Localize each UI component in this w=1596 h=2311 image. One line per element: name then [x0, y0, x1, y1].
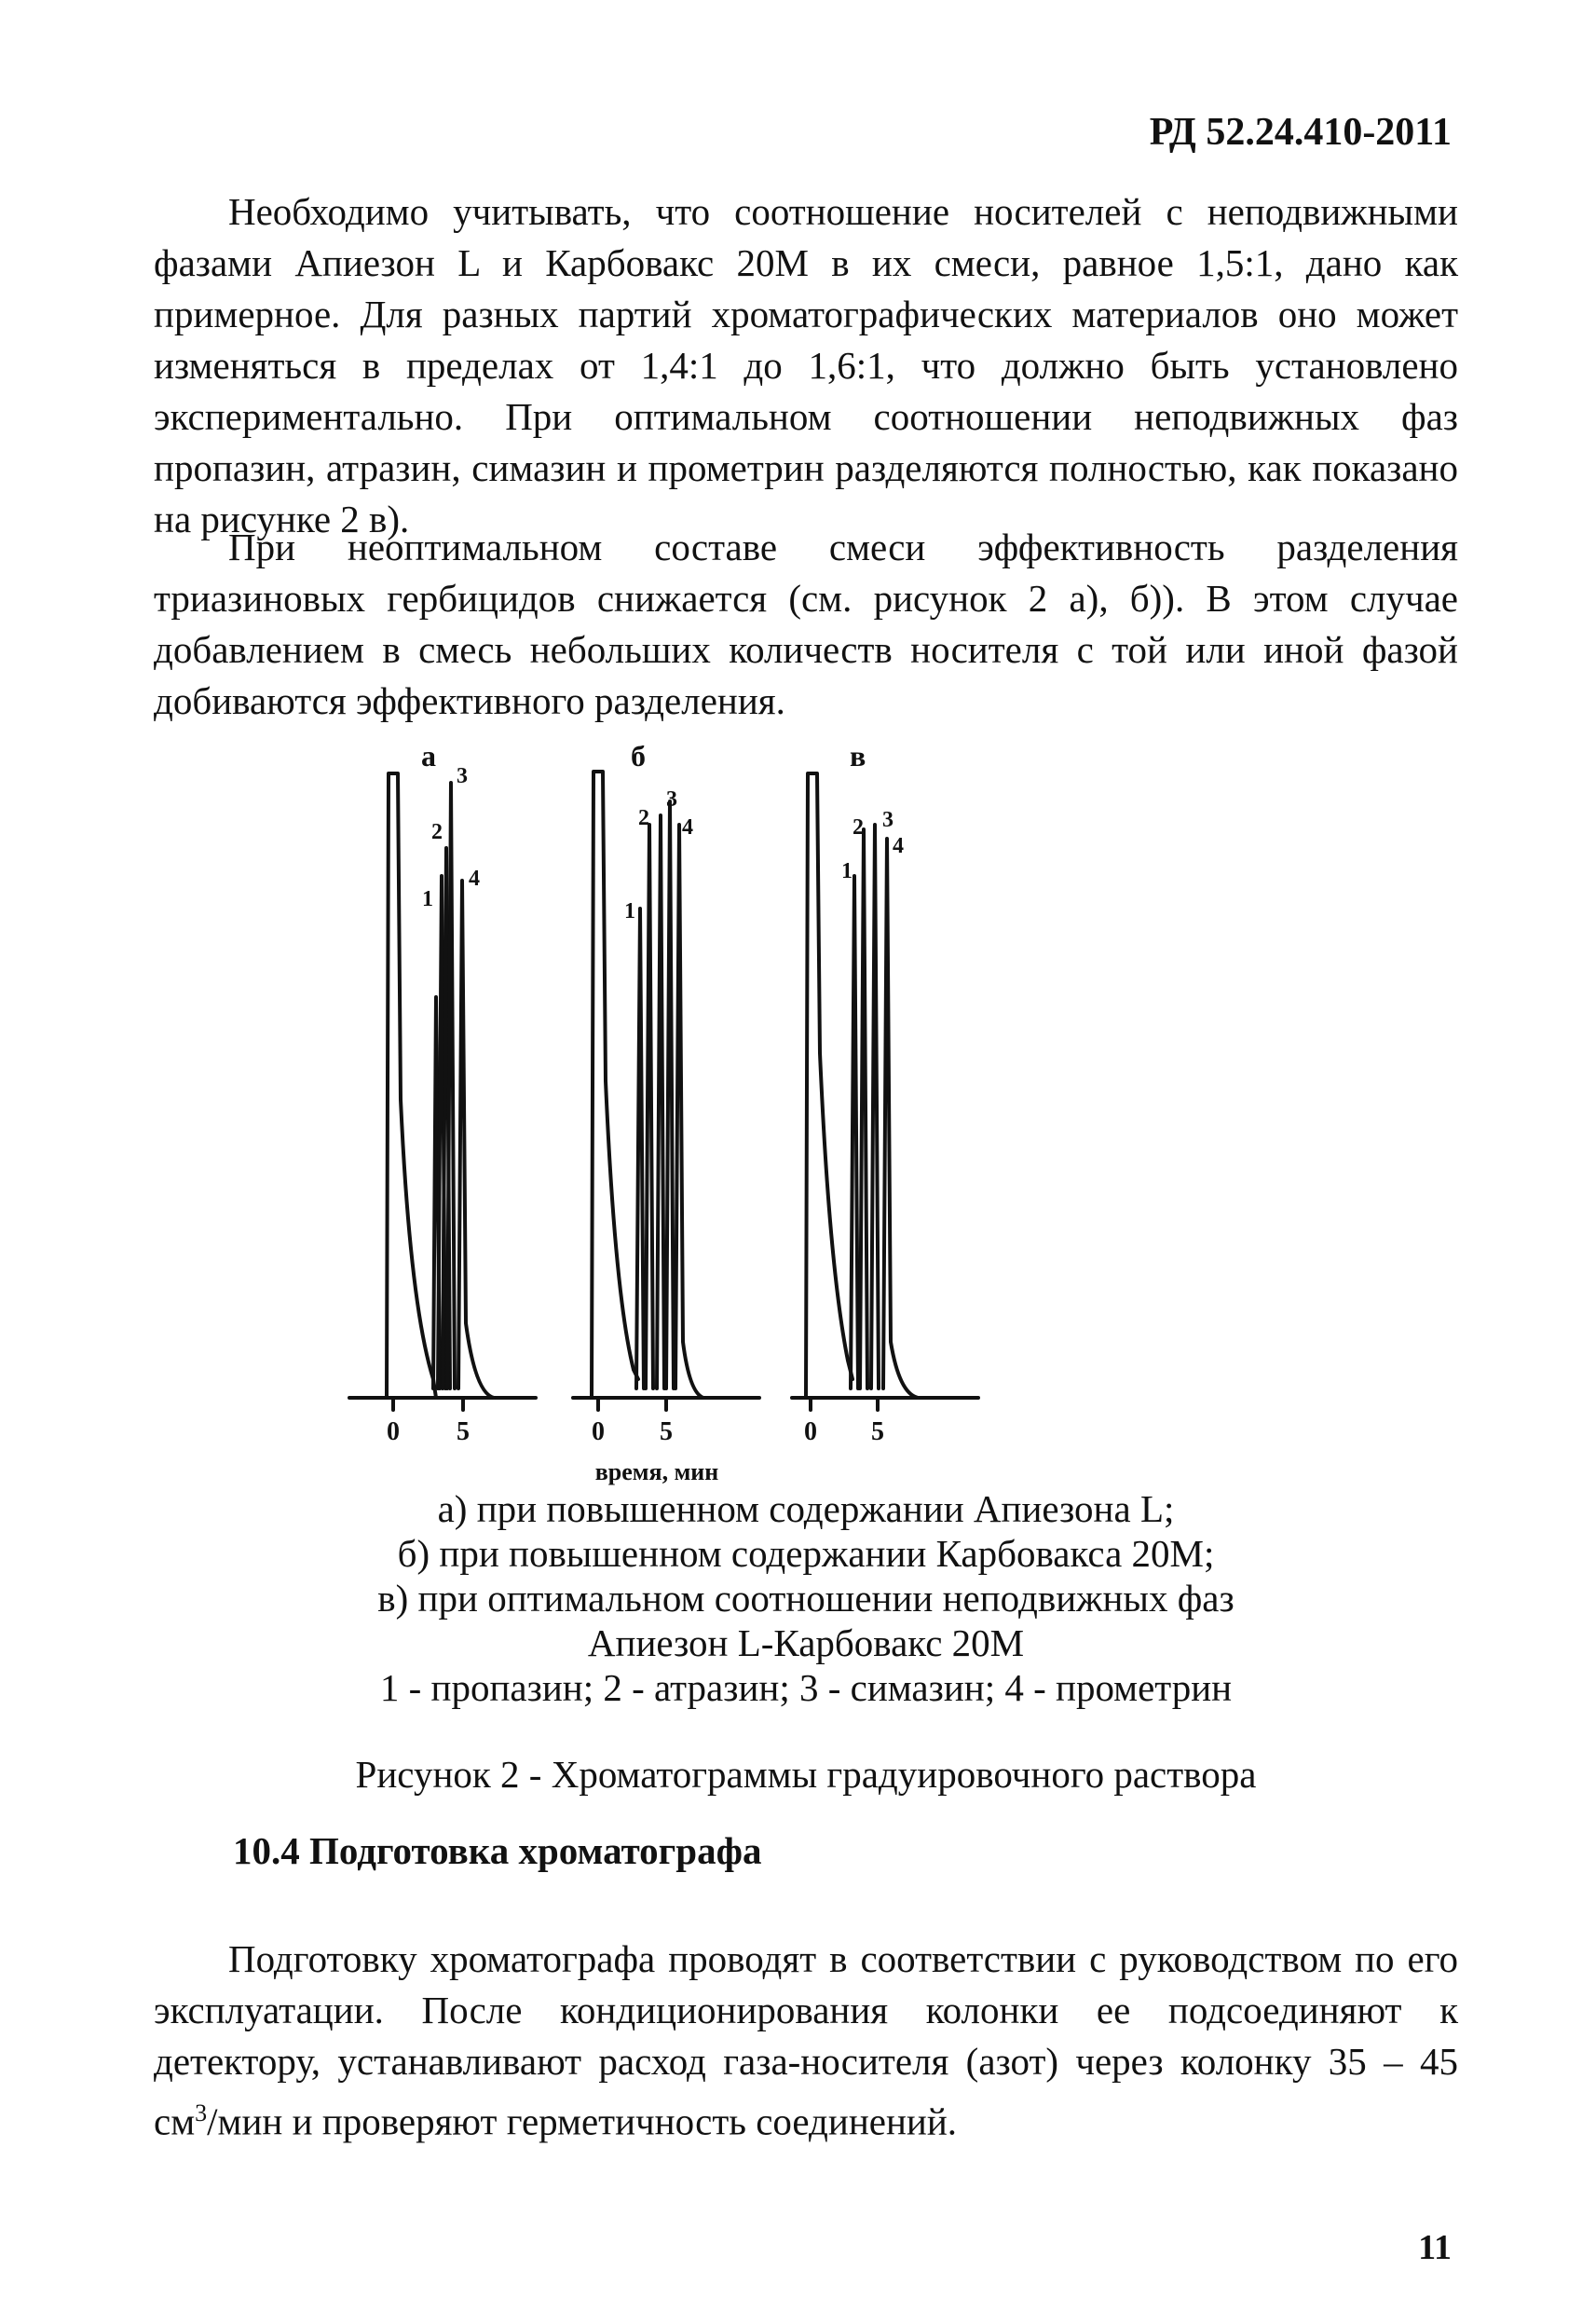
- document-code: РД 52.24.410-2011: [1149, 111, 1452, 154]
- figure-title: Рисунок 2 - Хроматограммы градуировочного раствора: [355, 1753, 1257, 1796]
- section-heading: 10.4 Подготовка хроматографа: [233, 1829, 762, 1872]
- figure-legend: [154, 1486, 1458, 1710]
- paragraph-nonoptimal-mix: При неоптимальном составе смеси эффективность разделения триазиновых гербицидов снижается (см. рисунок 2 а), б)). В этом случае добавлением в смесь небольших количеств носителя с той или иной фазой добиваются эффективного разделения.: [154, 526, 1458, 722]
- tick-label: 0: [804, 1417, 817, 1446]
- tick-label: 5: [457, 1417, 470, 1446]
- paragraph-chromatograph-prep: [154, 1934, 1458, 2148]
- caption-line: в) при оптимальном соотношении неподвижных фаз: [377, 1577, 1235, 1620]
- peak-label: 3: [457, 764, 468, 788]
- tick-label: 5: [871, 1417, 884, 1446]
- peak-label: 1: [422, 887, 433, 911]
- peak-label: 1: [624, 899, 635, 923]
- tick-label: 0: [592, 1417, 605, 1446]
- peak-label: 3: [666, 787, 677, 812]
- peak-label: 2: [638, 806, 649, 830]
- tick-label: 5: [660, 1417, 673, 1446]
- paragraph-text: /мин и проверяют герметичность соединений.: [207, 2099, 958, 2143]
- panel-c-label: в: [850, 745, 866, 773]
- panel-b-label: б: [631, 745, 646, 773]
- peak-label: 4: [893, 834, 904, 858]
- panel-a-label: а: [421, 745, 436, 773]
- peak-label: 2: [431, 820, 443, 844]
- peak-label: 3: [882, 808, 893, 832]
- caption-line: а) при повышенном содержании Апиезона L;: [437, 1487, 1175, 1530]
- caption-line: Апиезон L-Карбовакс 20M: [587, 1621, 1025, 1664]
- panel-a-trace: [349, 773, 536, 1410]
- chromatogram-figure: [335, 745, 1267, 1491]
- peak-label: 1: [841, 859, 853, 883]
- panel-b-trace: [573, 772, 759, 1410]
- peak-label: 2: [853, 815, 864, 840]
- caption-line: б) при повышенном содержании Карбовакса 20M;: [397, 1532, 1215, 1575]
- superscript: 3: [195, 2099, 208, 2126]
- peak-label: 4: [682, 815, 693, 840]
- panel-c-trace: [792, 773, 978, 1410]
- paragraph-phase-ratio: Необходимо учитывать, что соотношение носителей с неподвижными фазами Апиезон L и Карбовакс 20M в их смеси, равное 1,5:1, дано как примерное. Для разных партий хроматографических материалов оно может изменяться в пределах от 1,4:1 до 1,6:1, что должно быть установлено экспериментально. При оптимальном соотношении неподвижных фаз пропазин, атразин, симазин и прометрин разделяются полностью, как показано на рисунке 2 в).: [154, 190, 1458, 540]
- paragraph-text: Подготовку хроматографа проводят в соответствии с руководством по его эксплуатации. После кондиционирования колонки ее подсоединяют к детектору, устанавливают расход газа-носителя (азот) через колонку 35 – 45 см: [154, 1937, 1458, 2143]
- x-axis-label: время, мин: [594, 1458, 719, 1485]
- tick-label: 0: [387, 1417, 400, 1446]
- chromatogram-svg: [335, 745, 1267, 1491]
- caption-line: 1 - пропазин; 2 - атразин; 3 - симазин; 4 - прометрин: [379, 1666, 1233, 1709]
- peak-label: 4: [469, 867, 480, 891]
- page-number: 11: [1418, 2228, 1452, 2267]
